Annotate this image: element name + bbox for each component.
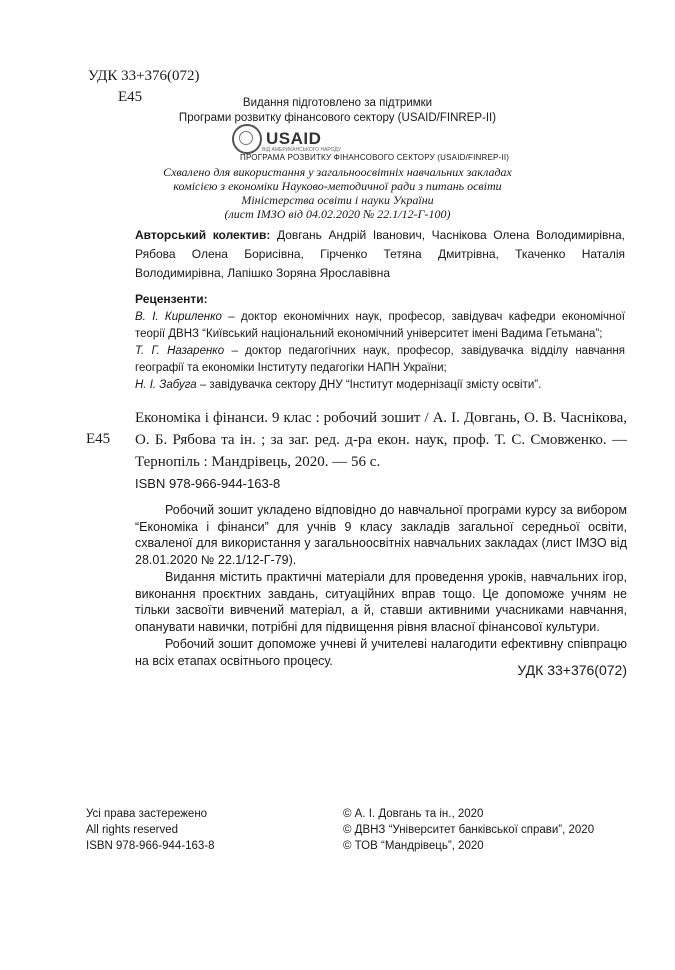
bibliography-code: Е45: [86, 431, 111, 447]
reviewer-desc: – доктор економічних наук, професор, завідувач кафедри економічної теорії ДВНЗ “Київський національний економічний університет імені Вадима Гетьмана”;: [135, 311, 625, 340]
reviewer-name: В. І. Кириленко: [135, 311, 222, 323]
rights-left: [86, 806, 215, 854]
author-sign-code: Е45: [118, 89, 143, 105]
abstract-paragraph-3: Робочий зошит допоможе учневі й учителеві налагодити ефективну співпрацю на всіх етапах освітнього процесу.: [135, 637, 627, 668]
usaid-seal-icon: [232, 124, 262, 154]
copyright-publisher: © ТОВ “Мандрівець”, 2020: [343, 840, 484, 852]
authors-label: Авторський колектив:: [135, 228, 271, 242]
bibliographic-record: [135, 407, 627, 473]
approval-line-2: комісією з економіки Науково-методичної ради з питань освіти: [173, 179, 502, 193]
abstract-paragraph-1: Робочий зошит укладено відповідно до навчальної програми курсу за вибором “Економіка і фінанси” для учнів 9 класу закладів загальної середньої освіти, схваленої для використання у загальноосвітніх навчальних закладах (лист ІМЗО від 28.01.2020 № 22.1/12-Г-79).: [135, 503, 627, 567]
approval-line-4: (лист ІМЗО від 04.02.2020 № 22.1/12-Г-100): [224, 207, 451, 221]
rights-isbn: ISBN 978-966-944-163-8: [86, 840, 215, 852]
approval-line-3: Міністерства освіти і науки України: [241, 193, 434, 207]
reviewer-item: [135, 343, 625, 376]
reviewer-desc: – доктор педагогічних наук, професор, завідувачка відділу навчання географії та економіки Інституту педагогіки НАПН України;: [135, 345, 625, 374]
bibliographic-text: Економіка і фінанси. 9 клас : робочий зошит / А. І. Довгань, О. В. Часнікова, О. Б. Рябова та ін. ; за заг. ред. д-ра екон. наук, проф. Т. С. Смовженко. — Тернопіль : Мандрівець, 2020. — 56 с.: [135, 410, 627, 470]
reviewer-item: [135, 377, 625, 394]
usaid-logo: [232, 124, 342, 154]
support-line-2: Програми розвитку фінансового сектору (USAID/FINREP-II): [178, 112, 497, 124]
udk-footer: УДК 33+376(072): [517, 662, 627, 678]
support-note: [0, 96, 675, 126]
approval-note: [0, 165, 675, 221]
copyright-block: [343, 806, 594, 854]
abstract: [135, 502, 627, 670]
reviewer-name: Н. І. Забуга: [135, 379, 197, 391]
reviewers-list: [135, 309, 625, 395]
rights-reserved-uk: Усі права застережено: [86, 808, 208, 820]
rights-reserved-en: All rights reserved: [86, 824, 179, 836]
abstract-paragraph-2: Видання містить практичні матеріали для проведення уроків, навчальних ігор, виконання проєктних завдань, ситуаційних вправ тощо. Це допоможе учням не тільки засвоїти вивчений матеріал, а й, ставши активними учасниками навчання, опанувати навички, потрібні для підвищення рівня власної фінансової культури.: [135, 570, 627, 634]
reviewer-item: [135, 309, 625, 342]
reviewers-title: Рецензенти:: [135, 292, 208, 306]
isbn: ISBN 978-966-944-163-8: [135, 476, 281, 491]
copyright-authors: © А. І. Довгань та ін., 2020: [343, 808, 484, 820]
support-line-1: Видання підготовлено за підтримки: [242, 97, 433, 109]
authors-list: Довгань Андрій Іванович, Часнікова Олена Володимирівна, Рябова Олена Борисівна, Гірченко Тетяна Дмитрівна, Ткаченко Наталія Володимирівна, Лапішко Зоряна Ярославівна: [135, 228, 625, 280]
usaid-wordmark: USAID: [266, 129, 322, 148]
approval-line-1: Схвалено для використання у загальноосвітніх навчальних закладах: [163, 165, 512, 179]
udk-header: УДК 33+376(072): [88, 68, 200, 84]
usaid-tagline: ВІД АМЕРИКАНСЬКОГО НАРОДУ: [262, 147, 342, 153]
copyright-university: © ДВНЗ “Університет банківської справи”, 2020: [343, 824, 595, 836]
program-line: ПРОГРАМА РОЗВИТКУ ФІНАНСОВОГО СЕКТОРУ (USAID/FINREP-II): [240, 153, 510, 162]
authors-block: [135, 226, 625, 283]
reviewer-name: Т. Г. Назаренко: [135, 345, 225, 357]
reviewer-desc: – завідувачка сектору ДНУ “Інститут модернізації змісту освіти”.: [196, 379, 542, 391]
